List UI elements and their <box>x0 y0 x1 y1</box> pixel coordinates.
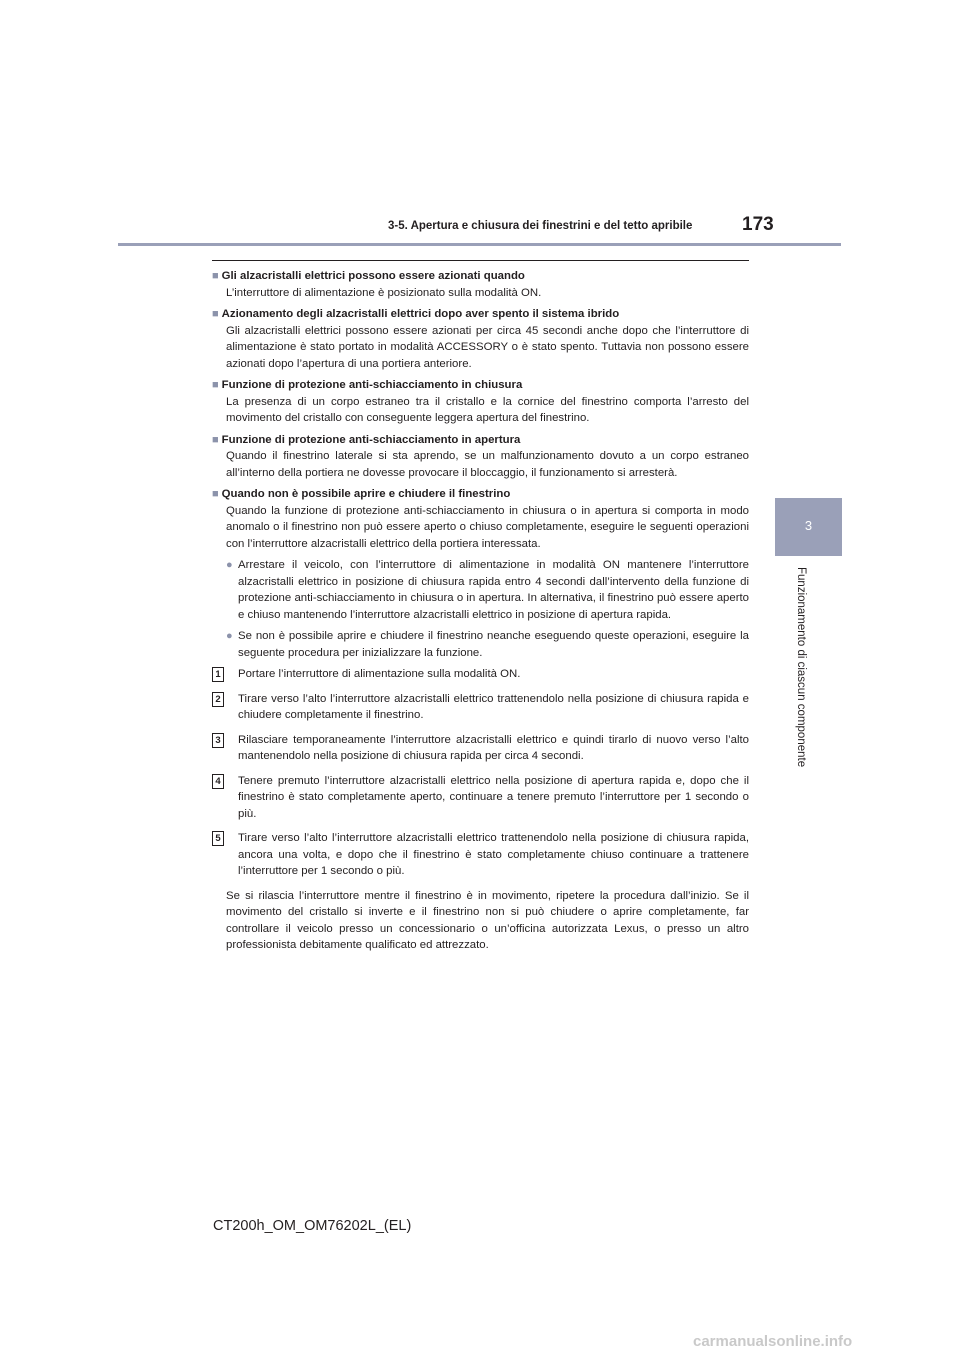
watermark: carmanualsonline.info <box>693 1333 853 1350</box>
procedure-step <box>212 773 749 823</box>
step-number: 1 <box>212 667 224 682</box>
section-title: Funzione di protezione anti-schiacciamento in apertura <box>221 433 521 446</box>
section-title: Funzione di protezione anti-schiacciamento in chiusura <box>221 379 523 391</box>
section <box>212 306 749 372</box>
section-title: Azionamento degli alzacristalli elettrici dopo aver spento il sistema ibrido <box>221 308 620 320</box>
step-text: Tirare verso l’alto l’interruttore alzacristalli elettrico trattenendolo nella posizione di chiusura rapida e chiudere completamente il finestrino. <box>238 692 749 721</box>
page-header-title: 3-5. Apertura e chiusura dei finestrini e del tetto apribile <box>388 220 693 232</box>
square-bullet-icon: ■ <box>212 379 219 391</box>
section <box>212 268 749 301</box>
content-top-rule <box>212 260 749 261</box>
list-item <box>226 557 749 623</box>
list-item <box>226 628 749 661</box>
header-rule <box>118 243 841 246</box>
section-text: La presenza di un corpo estraneo tra il cristallo e la cornice del finestrino comporta l’arresto del movimento del cristallo con conseguente leggera apertura del finestrino. <box>226 395 749 424</box>
section-text: Gli alzacristalli elettrici possono essere azionati per circa 45 secondi anche dopo che l’interruttore di alimentazione è stato portato in modalità ACCESSORY o è stato spento. Tuttavia non possono essere azionati dopo l’apertura di una portiera anteriore. <box>226 324 749 370</box>
step-number: 5 <box>212 831 224 846</box>
step-number: 4 <box>212 774 224 789</box>
list-item-text: Arrestare il veicolo, con l’interruttore di alimentazione in modalità ON mantenere l’interruttore alzacristalli elettrico in posizione di chiusura rapida entro 4 secondi dall’intervento della funzione di protezione anti-schiacciamento in chiusura o in apertura. In alternativa, il finestrino può essere aperto e chiuso mantenendo l’interruttore alzacristalli elettrico in posizione di apertura rapida. <box>238 559 749 621</box>
step-number: 3 <box>212 733 224 748</box>
step-text: Rilasciare temporaneamente l’interruttore alzacristalli elettrico e quindi tirarlo di nuovo verso l’alto mantenendolo nella posizione di chiusura rapida per circa 4 secondi. <box>238 733 749 762</box>
section-text: Quando la funzione di protezione anti-schiacciamento in chiusura o in apertura si comporta in modo anomalo o il finestrino non può essere aperto o chiuso completamente, eseguire le seguenti operazioni con l’interruttore alzacristalli elettrico della portiera interessata. <box>226 504 749 550</box>
section <box>212 432 749 482</box>
procedure-step <box>212 666 749 683</box>
document-code: CT200h_OM_OM76202L_(EL) <box>213 1218 412 1234</box>
section-text: L’interruttore di alimentazione è posizionato sulla modalità ON. <box>226 286 542 299</box>
circle-bullet-icon: ● <box>226 630 233 642</box>
procedure-step <box>212 691 749 724</box>
step-text: Portare l’interruttore di alimentazione sulla modalità ON. <box>238 668 521 680</box>
section <box>212 486 749 552</box>
section <box>212 377 749 427</box>
page-number: 173 <box>742 214 774 235</box>
section-title: Gli alzacristalli elettrici possono essere azionati quando <box>221 270 525 282</box>
step-text: Tenere premuto l’interruttore alzacristalli elettrico nella posizione di apertura rapida e, dopo che il finestrino è stato completamente aperto, continuare a tenere premuto l’interruttore per 1 secondo o più. <box>238 774 749 820</box>
chapter-label: Funzionamento di ciascun componente <box>795 567 807 768</box>
square-bullet-icon: ■ <box>212 308 219 320</box>
chapter-number: 3 <box>804 518 813 533</box>
section-title: Quando non è possibile aprire e chiudere il finestrino <box>221 488 511 500</box>
chapter-tab <box>775 498 842 556</box>
step-number: 2 <box>212 692 224 707</box>
square-bullet-icon: ■ <box>212 488 219 500</box>
closing-note: Se si rilascia l’interruttore mentre il finestrino è in movimento, ripetere la procedura dall’inizio. Se il movimento del cristallo si inverte e il finestrino non si può chiudere o aprire completamente, far controllare il veicolo presso un concessionario o un’officina autorizzata Lexus, o presso un altro professionista debitamente qualificato ed attrezzato. <box>226 889 749 951</box>
square-bullet-icon: ■ <box>212 270 219 282</box>
square-bullet-icon: ■ <box>212 433 219 446</box>
procedure-step <box>212 830 749 880</box>
list-item-text: Se non è possibile aprire e chiudere il finestrino neanche eseguendo queste operazioni, eseguire la seguente procedura per inizializzare la funzione. <box>238 630 749 659</box>
procedure-step <box>212 732 749 765</box>
section-text: Quando il finestrino laterale si sta aprendo, se un malfunzionamento dovuto a un corpo estraneo all’interno della portiera ne dovesse provocare il bloccaggio, il funzionamento si arresterà. <box>226 450 749 479</box>
circle-bullet-icon: ● <box>226 559 233 571</box>
main-content <box>212 268 749 954</box>
step-text: Tirare verso l’alto l’interruttore alzacristalli elettrico trattenendolo nella posizione di chiusura rapida, ancora una volta, e dopo che il finestrino è stato completamente chiuso continuare a trattenere l’interruttore per 1 secondo o più. <box>238 832 749 877</box>
